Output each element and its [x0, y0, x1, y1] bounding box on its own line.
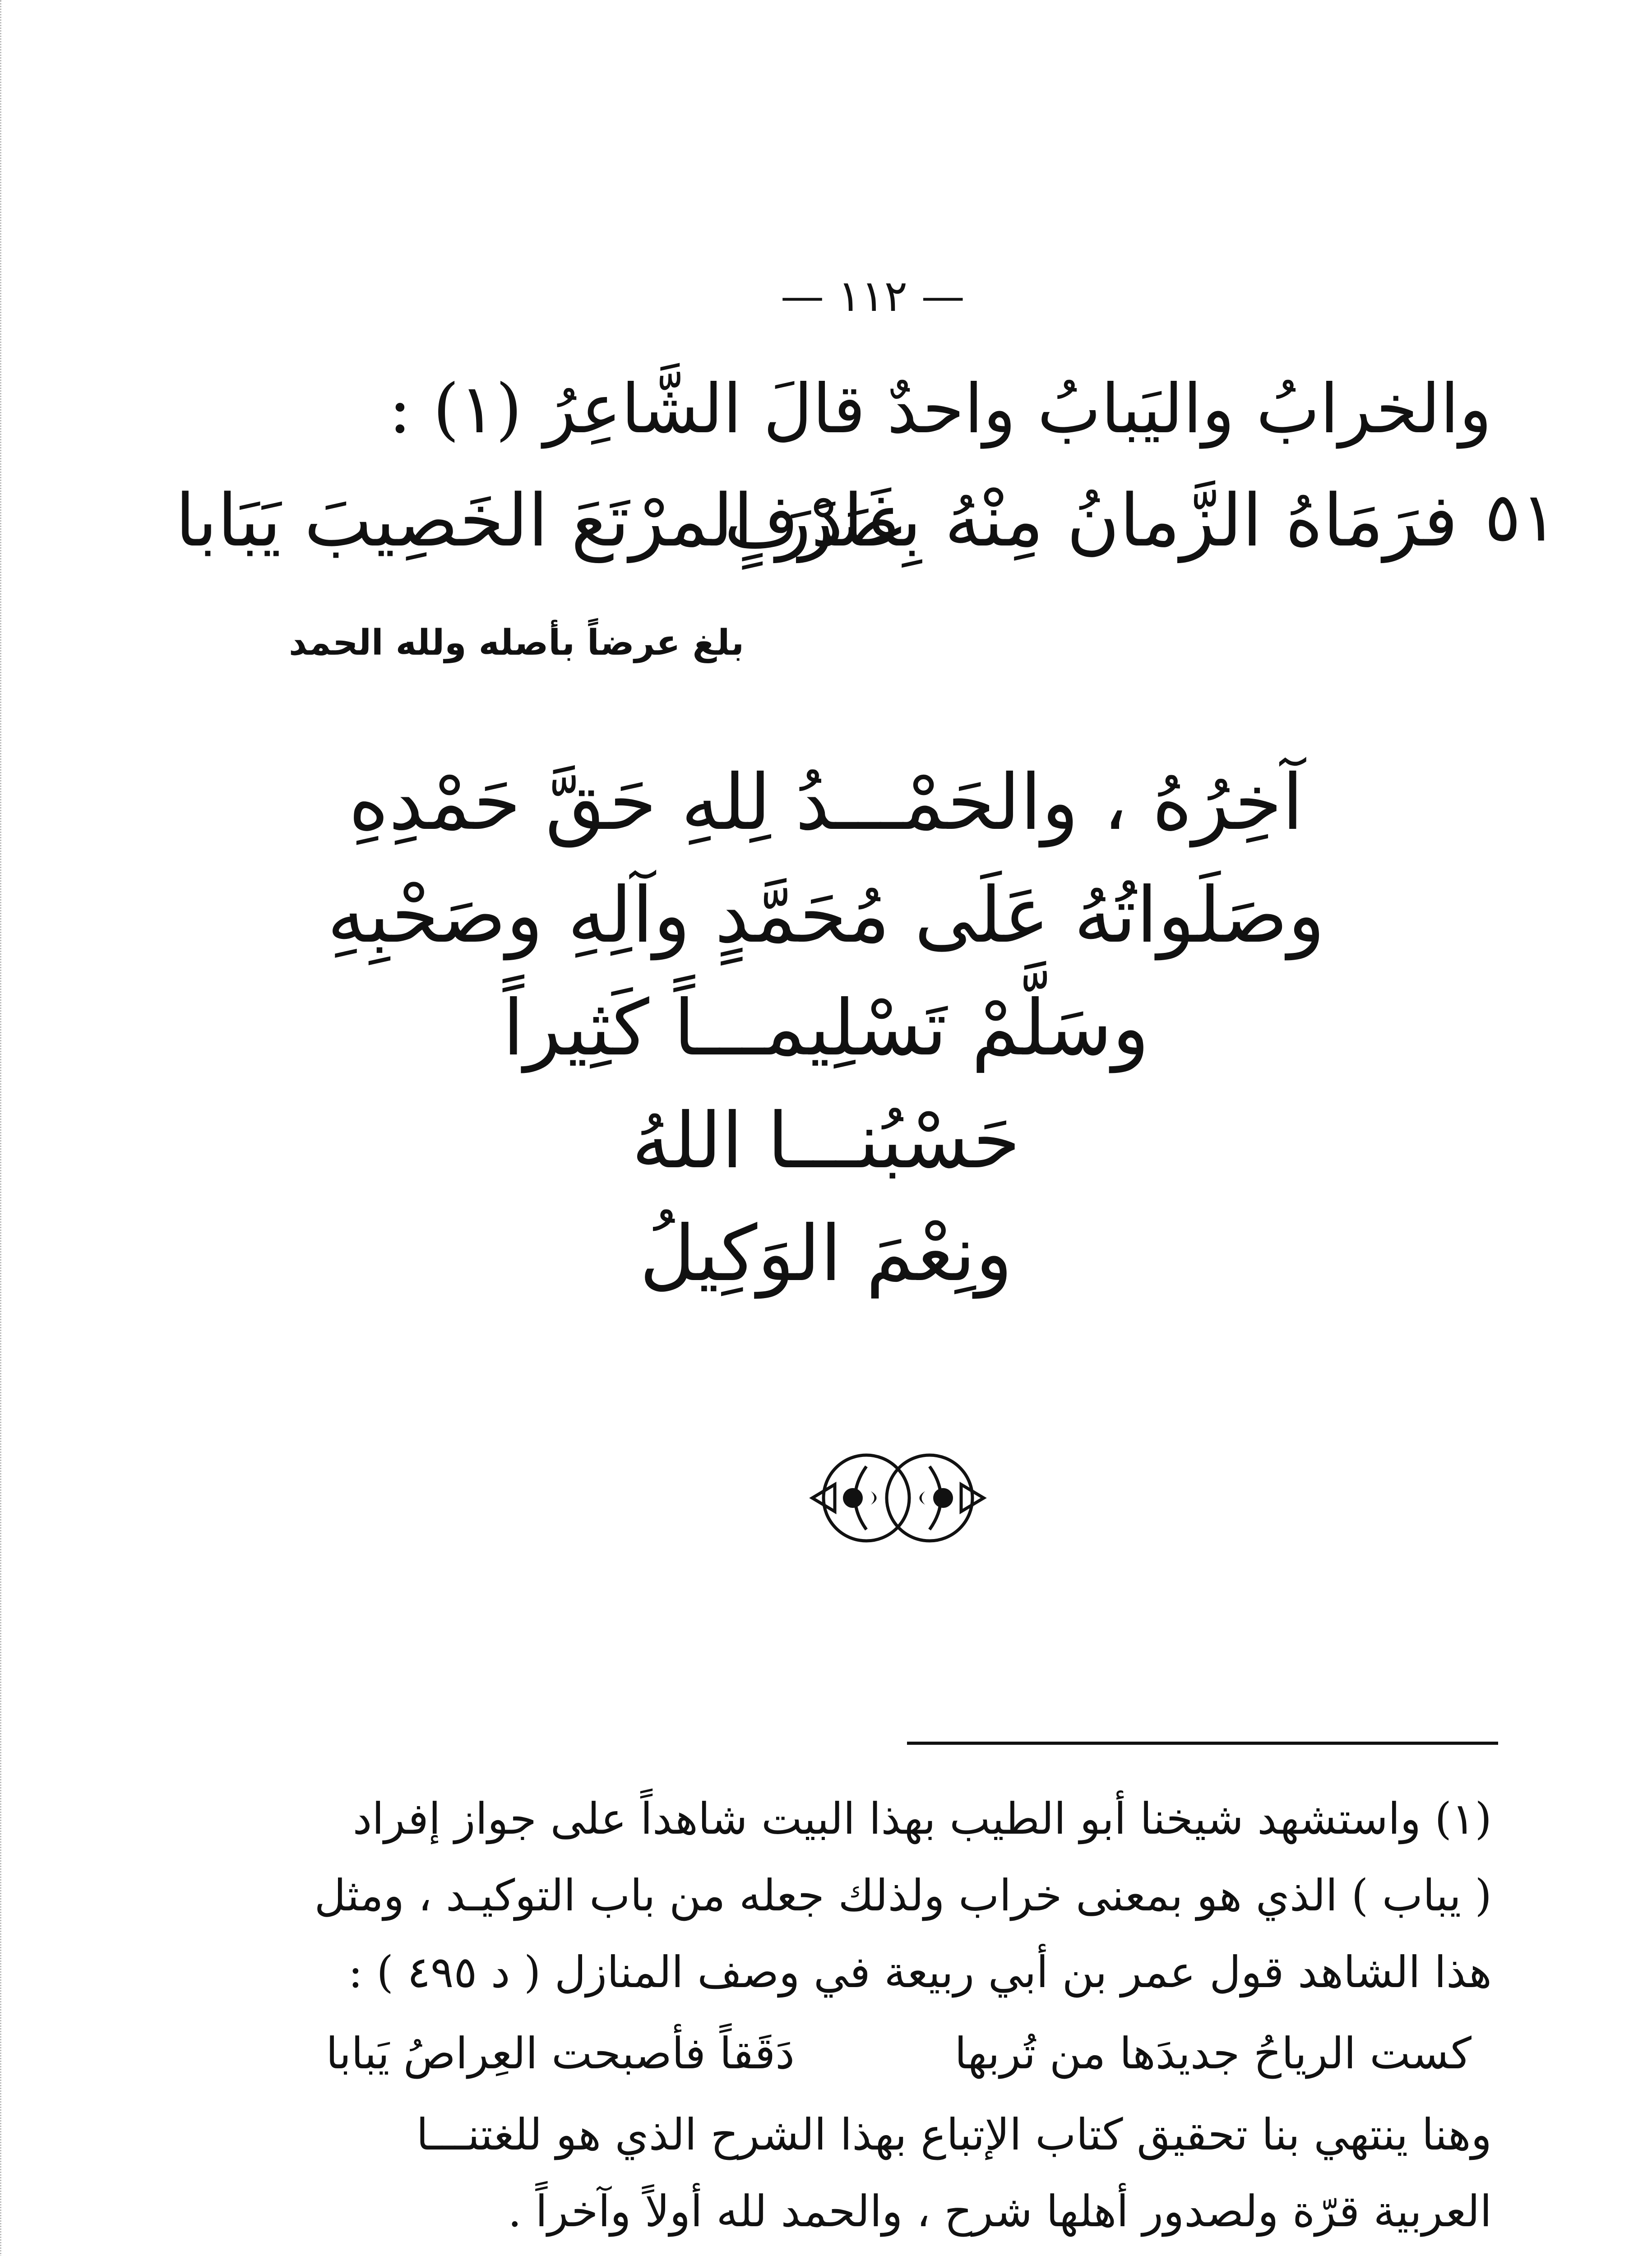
quoted-verse-first-hemistich: كست الرياحُ جديدَها من تُربها: [954, 2028, 1472, 2079]
verse-second-hemistich: غَادَرَ المرْتَعَ الخَصِيبَ يَبَابا: [175, 478, 903, 563]
colophon-line: ونِعْمَ الوَكِيلُ: [639, 1209, 1013, 1299]
end-ornament-icon: [803, 1448, 993, 1548]
colophon-line: حَسْبُنـــا اللهُ: [631, 1096, 1021, 1186]
footnote-line: العربية قرّة ولصدور أهلها شرح ، والحمد لله أولاً وآخراً .: [508, 2186, 1492, 2237]
poem-verse: [91, 478, 1557, 573]
quoted-verse-second-hemistich: دَقَقاً فأصبحت العِراصُ يَبابا: [326, 2028, 795, 2079]
footnote-divider: [907, 1742, 1498, 1745]
footnote-line: (١) واستشهد شيخنا أبو الطيب بهذا البيت شاهداً على جواز إفراد: [352, 1794, 1492, 1844]
intro-line: والخرابُ واليَبابُ واحدٌ قالَ الشَّاعِرُ (١) :: [389, 370, 1492, 448]
footnote-line: ( يباب ) الذي هو بمعنى خراب ولذلك جعله من باب التوكيـد ، ومثل: [314, 1870, 1492, 1921]
colophon-line: وصَلَواتُهُ عَلَى مُحَمَّدٍ وآلِهِ وصَحْبِهِ: [327, 871, 1325, 960]
footnote-line: وهنا ينتهي بنا تحقيق كتاب الإتباع بهذا الشرح الذي هو للغتنـــا: [416, 2109, 1492, 2160]
footnote-line: هذا الشاهد قول عمر بن أبي ربيعة في وصف المنازل ( د ٤٩٥ ) :: [348, 1947, 1492, 1997]
footnote-quoted-verse: [118, 2028, 1472, 2087]
colophon-line: آخِرُهُ ، والحَمْـــدُ لِلهِ حَقَّ حَمْدِهِ: [348, 758, 1304, 847]
page-number: — ١١٢ —: [781, 271, 965, 321]
verse-first-hemistich: فرَمَاهُ الزَّمانُ مِنْهُ بِصَرْفٍ: [724, 478, 1458, 563]
colophon-line: وسَلَّمْ تَسْلِيمـــاً كَثِيراً: [503, 984, 1149, 1073]
verse-number: ٥١: [1484, 478, 1557, 557]
collation-note: بلغ عرضاً بأصله ولله الحمد: [289, 623, 745, 663]
